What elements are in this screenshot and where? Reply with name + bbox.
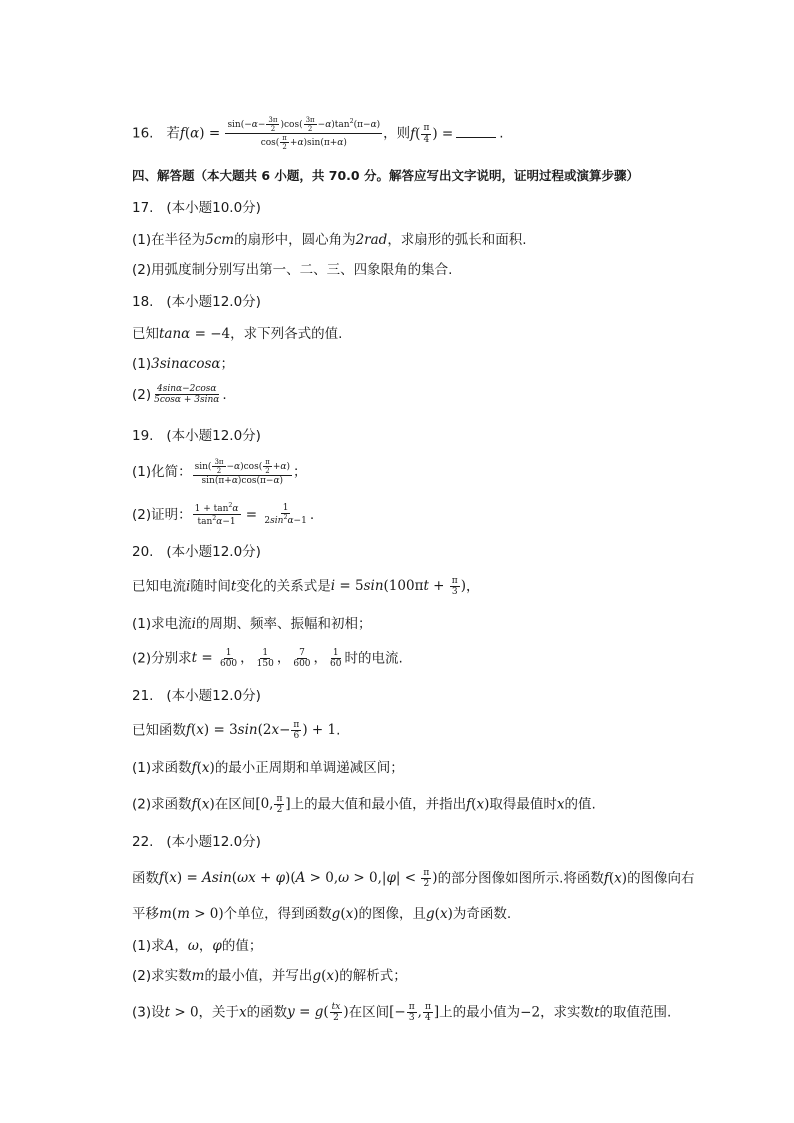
q22-part2: (2)求实数m的最小值，并写出g(x)的解析式；: [132, 968, 407, 984]
q22-given-line2: 平移m(m > 0)个单位，得到函数g(x)的图像，且g(x)为奇函数.: [132, 906, 512, 922]
section-heading: 四、解答题（本大题共 6 小题，共 70.0 分。解答应写出文字说明，证明过程或演算步骤）: [132, 168, 639, 183]
q20-part2: (2)分别求t = $\frac{1}{600}$ ， $\frac{1}{150}$ ， $\frac{7}{600}$ ， $\frac{1}{60}$ 时的电流.: [132, 648, 403, 670]
q22-part1: (1)求A，ω，φ的值；: [132, 938, 263, 954]
q20-part1: (1)求电流i的周期、频率、振幅和初相；: [132, 616, 372, 632]
q20-given: 已知电流i随时间t变化的关系式是i = 5sin(100πt + $\frac{\pi}{3}$ )，: [132, 576, 480, 598]
q22-head: 22. (本小题12.0分): [132, 834, 261, 850]
q18-head: 18. (本小题12.0分): [132, 294, 261, 310]
q19-part1: (1)化简： sin( $\frac{3\pi}{2}$ −α)cos( $\frac{\pi}{2}$ +α) sin(π+α)cos(π−α) ；: [132, 458, 307, 487]
q21-head: 21. (本小题12.0分): [132, 688, 261, 704]
q21-part1: (1)求函数f(x)的最小正周期和单调递减区间；: [132, 760, 404, 776]
q22-given-line1: 函数f(x) = Asin(ωx + φ)(A > 0,ω > 0,|φ| < $\frac{\pi}{2}$ )的部分图像如图所示.将函数f(x)的图像向右: [132, 868, 695, 890]
q20-head: 20. (本小题12.0分): [132, 544, 261, 560]
q19-part2: (2)证明： $\frac{1 + \tan^2\alpha}{\tan^2\alpha-1}$ = $\frac{1}{2\sin^2\alpha-1}$ .: [132, 502, 315, 528]
q16-fraction: sin(−α− $\frac{3\pi}{2}$ )cos( $\frac{3\pi}{2}$ $-\alpha)\tan^2(\pi-\alpha)$ cos( $\frac{\pi}{2}$ +α)sin(π+α): [227, 116, 381, 152]
question-16: 16. 若f(α) = sin(−α− $\frac{3\pi}{2}$ )cos( $\frac{3\pi}{2}$ $-\alpha)\tan^2(\pi-\alpha)$ cos( $\frac{\pi}{2}$ +α)sin(π+α) ，则f( $\frac{\pi}{4}$ ) = .: [132, 116, 504, 152]
q21-given: 已知函数f(x) = 3sin(2x− $\frac{\pi}{6}$ ) + 1.: [132, 720, 341, 742]
q21-part2: (2)求函数f(x)在区间[0, $\frac{\pi}{2}$ ]上的最大值和最小值，并指出f(x)取得最值时x的值.: [132, 794, 596, 816]
q18-part2: (2) $\frac{4\sin\alpha-2\cos\alpha}{5\cos\alpha + 3\sin\alpha}$ .: [132, 384, 227, 406]
q17-part2: (2)用弧度制分别写出第一、二、三、四象限角的集合.: [132, 262, 453, 278]
answer-blank[interactable]: [456, 125, 496, 138]
q18-part1: (1)3sinαcosα；: [132, 356, 235, 372]
q19-head: 19. (本小题12.0分): [132, 428, 261, 444]
q18-given: 已知tanα = −4，求下列各式的值.: [132, 326, 343, 342]
q17-part1: (1)在半径为5cm的扇形中，圆心角为2rad，求扇形的弧长和面积.: [132, 232, 527, 248]
q17-head: 17. (本小题10.0分): [132, 200, 261, 216]
q22-part3: (3)设t > 0，关于x的函数y = g( $\frac{tx}{2}$ )在区间[− $\frac{\pi}{3}$ , $\frac{\pi}{4}$ ]上的最小值为−2，求实数t的取值范围.: [132, 1002, 672, 1024]
